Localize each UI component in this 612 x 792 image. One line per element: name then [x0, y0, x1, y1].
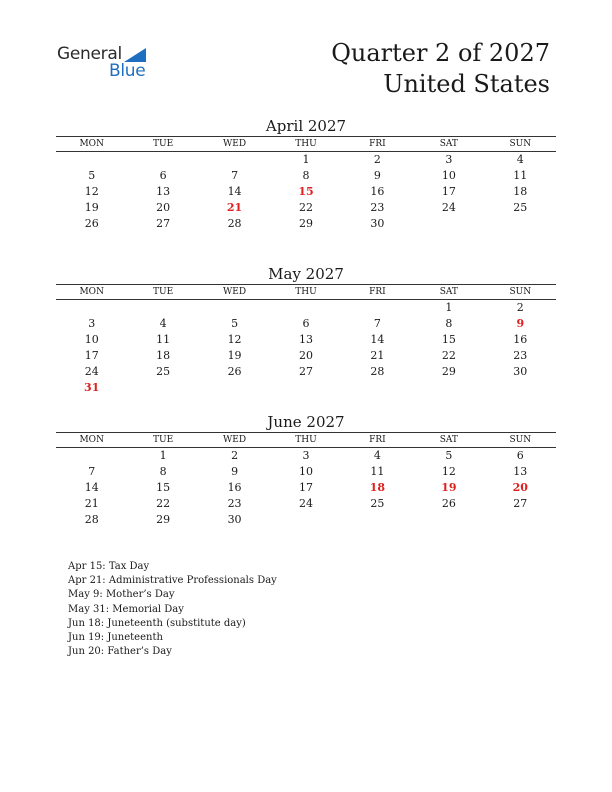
day-cell: 15 — [156, 481, 171, 494]
day-cell: 12 — [84, 185, 99, 198]
day-cell: 1 — [159, 449, 167, 462]
month-title: May 2027 — [268, 265, 344, 283]
holiday-item: Jun 19: Juneteenth — [68, 632, 163, 644]
day-cell: 17 — [441, 185, 456, 198]
day-cell: 1 — [302, 153, 310, 166]
empty-day-cell — [485, 512, 556, 528]
logo-general-text: General — [57, 44, 122, 64]
weekday-header: FRI — [369, 139, 386, 149]
day-cell: 20 — [298, 349, 313, 362]
empty-day-cell — [413, 380, 484, 396]
weekday-header: SUN — [509, 287, 532, 297]
weekday-header: FRI — [369, 287, 386, 297]
day-cell: 15 — [441, 333, 456, 346]
weekday-header: SUN — [509, 139, 532, 149]
empty-day-cell — [413, 512, 484, 528]
day-cell: 16 — [513, 333, 528, 346]
empty-day-cell — [56, 152, 127, 168]
weekday-header: SUN — [509, 435, 532, 445]
empty-day-cell — [127, 152, 198, 168]
empty-day-cell — [270, 512, 341, 528]
day-cell: 18 — [513, 185, 528, 198]
day-cell: 21 — [84, 497, 99, 510]
empty-day-cell — [127, 380, 198, 396]
empty-day-cell — [485, 216, 556, 232]
weekday-header: SAT — [439, 139, 458, 149]
month-days-grid — [56, 448, 556, 528]
day-cell: 12 — [227, 333, 242, 346]
day-cell: 15 — [298, 185, 314, 198]
day-cell: 2 — [373, 153, 381, 166]
day-cell: 3 — [88, 317, 96, 330]
day-cell: 5 — [88, 169, 96, 182]
holiday-item: Apr 15: Tax Day — [68, 561, 150, 572]
weekday-header: MON — [79, 139, 104, 149]
month-april — [56, 116, 556, 232]
day-cell: 13 — [513, 465, 528, 478]
day-cell: 16 — [370, 185, 385, 198]
empty-day-cell — [342, 380, 413, 396]
day-cell: 18 — [156, 349, 171, 362]
weekday-header-row — [56, 284, 556, 300]
day-cell: 5 — [231, 317, 239, 330]
day-cell: 25 — [513, 201, 528, 214]
day-cell: 22 — [156, 497, 171, 510]
empty-day-cell — [127, 300, 198, 316]
month-june — [56, 412, 556, 528]
day-cell: 19 — [84, 201, 99, 214]
weekday-header: WED — [223, 435, 247, 445]
weekday-header: WED — [223, 139, 247, 149]
title-country: United States — [383, 70, 550, 98]
day-cell: 2 — [516, 301, 524, 314]
weekday-header: TUE — [153, 139, 174, 149]
weekday-header: THU — [295, 435, 317, 445]
weekday-header: MON — [79, 435, 104, 445]
day-cell: 26 — [441, 497, 456, 510]
weekday-header: TUE — [153, 435, 174, 445]
holiday-item: Jun 20: Father’s Day — [68, 646, 172, 658]
weekday-header: WED — [223, 287, 247, 297]
day-cell: 10 — [441, 169, 456, 182]
day-cell: 3 — [445, 153, 453, 166]
day-cell: 4 — [373, 449, 381, 462]
day-cell: 27 — [156, 217, 171, 230]
page-title — [331, 38, 550, 100]
empty-day-cell — [342, 300, 413, 316]
day-cell: 20 — [512, 481, 528, 494]
day-cell: 6 — [159, 169, 167, 182]
day-cell: 10 — [298, 465, 313, 478]
weekday-header: TUE — [153, 287, 174, 297]
day-cell: 19 — [227, 349, 242, 362]
day-cell: 21 — [226, 201, 243, 214]
day-cell: 18 — [369, 481, 386, 494]
day-cell: 30 — [513, 365, 528, 378]
day-cell: 30 — [227, 513, 242, 526]
day-cell: 13 — [156, 185, 171, 198]
holiday-list — [68, 560, 277, 659]
day-cell: 23 — [513, 349, 528, 362]
day-cell: 13 — [298, 333, 313, 346]
day-cell: 7 — [231, 169, 239, 182]
weekday-header: SAT — [439, 435, 458, 445]
weekday-header: THU — [295, 139, 317, 149]
day-cell: 4 — [516, 153, 524, 166]
weekday-header: THU — [295, 287, 317, 297]
empty-day-cell — [270, 380, 341, 396]
day-cell: 9 — [516, 317, 525, 330]
month-title: June 2027 — [267, 413, 345, 431]
day-cell: 6 — [302, 317, 310, 330]
day-cell: 24 — [84, 365, 99, 378]
day-cell: 14 — [84, 481, 99, 494]
day-cell: 27 — [513, 497, 528, 510]
day-cell: 4 — [159, 317, 167, 330]
empty-day-cell — [485, 380, 556, 396]
logo-blue-text: Blue — [109, 61, 146, 81]
day-cell: 6 — [516, 449, 524, 462]
day-cell: 31 — [84, 381, 100, 394]
holiday-item: Apr 21: Administrative Professionals Day — [68, 575, 277, 587]
day-cell: 24 — [441, 201, 456, 214]
day-cell: 11 — [513, 169, 528, 182]
day-cell: 22 — [441, 349, 456, 362]
weekday-header: FRI — [369, 435, 386, 445]
logo — [57, 44, 157, 80]
day-cell: 9 — [231, 465, 239, 478]
month-title: April 2027 — [265, 117, 347, 135]
weekday-header: SAT — [439, 287, 458, 297]
empty-day-cell — [199, 300, 270, 316]
day-cell: 25 — [156, 365, 171, 378]
day-cell: 24 — [298, 497, 313, 510]
holiday-item: Jun 18: Juneteenth (substitute day) — [68, 617, 246, 629]
day-cell: 26 — [227, 365, 242, 378]
day-cell: 8 — [302, 169, 310, 182]
day-cell: 19 — [441, 481, 457, 494]
day-cell: 11 — [370, 465, 385, 478]
day-cell: 8 — [445, 317, 453, 330]
weekday-header: MON — [79, 287, 104, 297]
empty-day-cell — [56, 448, 127, 464]
weekday-header-row — [56, 432, 556, 448]
day-cell: 23 — [370, 201, 385, 214]
day-cell: 12 — [441, 465, 456, 478]
day-cell: 7 — [88, 465, 96, 478]
empty-day-cell — [199, 380, 270, 396]
day-cell: 5 — [445, 449, 453, 462]
day-cell: 23 — [227, 497, 242, 510]
day-cell: 11 — [156, 333, 171, 346]
day-cell: 22 — [298, 201, 313, 214]
day-cell: 28 — [84, 513, 99, 526]
title-quarter: Quarter 2 of 2027 — [331, 39, 550, 67]
month-days-grid — [56, 300, 556, 396]
day-cell: 16 — [227, 481, 242, 494]
holiday-item: May 31: Memorial Day — [68, 603, 184, 615]
day-cell: 14 — [370, 333, 385, 346]
month-may — [56, 264, 556, 396]
empty-day-cell — [199, 152, 270, 168]
day-cell: 17 — [298, 481, 313, 494]
empty-day-cell — [270, 300, 341, 316]
logo-triangle-icon — [124, 48, 146, 62]
day-cell: 7 — [373, 317, 381, 330]
day-cell: 9 — [373, 169, 381, 182]
day-cell: 2 — [231, 449, 239, 462]
day-cell: 1 — [445, 301, 453, 314]
day-cell: 29 — [156, 513, 171, 526]
empty-day-cell — [56, 300, 127, 316]
day-cell: 8 — [159, 465, 167, 478]
empty-day-cell — [342, 512, 413, 528]
empty-day-cell — [413, 216, 484, 232]
weekday-header-row — [56, 136, 556, 152]
day-cell: 3 — [302, 449, 310, 462]
day-cell: 14 — [227, 185, 242, 198]
day-cell: 20 — [156, 201, 171, 214]
month-days-grid — [56, 152, 556, 232]
day-cell: 25 — [370, 497, 385, 510]
day-cell: 30 — [370, 217, 385, 230]
day-cell: 21 — [370, 349, 385, 362]
day-cell: 28 — [370, 365, 385, 378]
day-cell: 27 — [298, 365, 313, 378]
day-cell: 26 — [84, 217, 99, 230]
day-cell: 29 — [441, 365, 456, 378]
day-cell: 10 — [84, 333, 99, 346]
day-cell: 28 — [227, 217, 242, 230]
day-cell: 29 — [298, 217, 313, 230]
day-cell: 17 — [84, 349, 99, 362]
holiday-item: May 9: Mother’s Day — [68, 589, 175, 601]
